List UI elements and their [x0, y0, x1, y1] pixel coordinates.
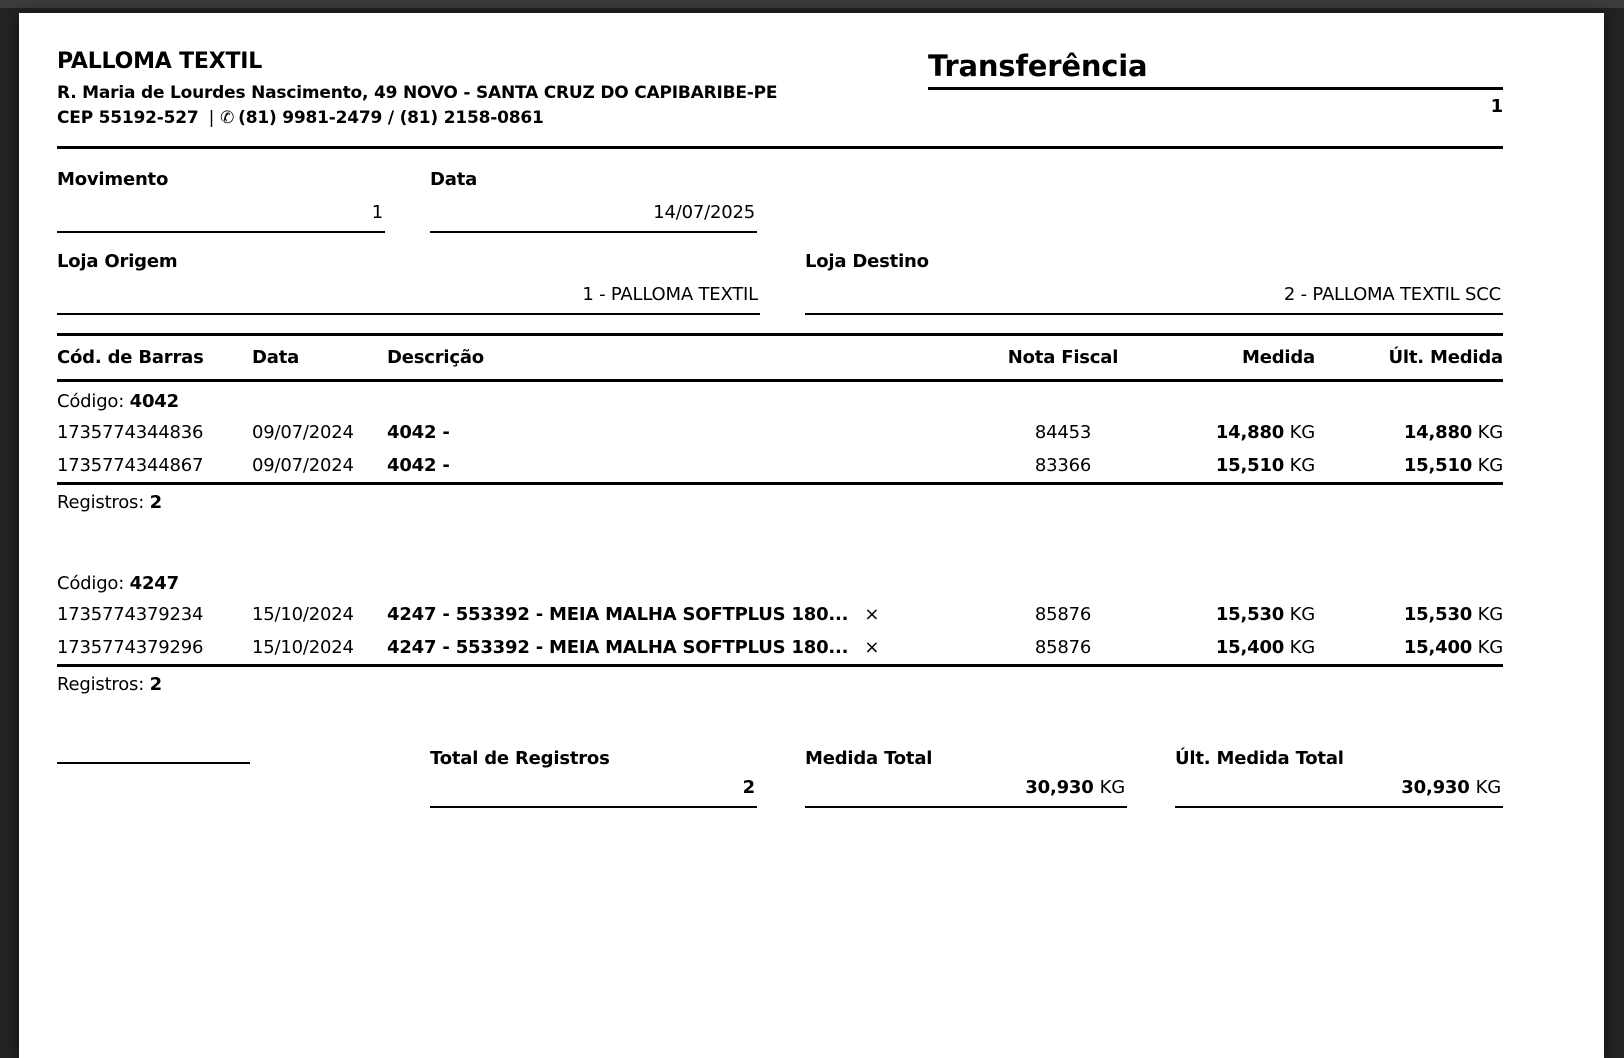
fields-row-2 [57, 251, 1503, 315]
report-page [19, 13, 1604, 1058]
medida-total-block [805, 748, 1127, 808]
loja-origem-label: Loja Origem [57, 251, 178, 273]
ult-medida-cell [1315, 604, 1503, 625]
medida-total-label: Medida Total [805, 748, 933, 770]
ult-medida-total-label: Últ. Medida Total [1175, 748, 1344, 770]
col-header-description: Descrição [387, 347, 484, 369]
registros-count: 2 [149, 492, 162, 514]
company-cep: CEP 55192-527 [57, 107, 199, 128]
page-title: Transferência [928, 49, 1503, 90]
ult-medida-value: 15,510 [1403, 455, 1473, 477]
col-header-nota-fiscal: Nota Fiscal [1007, 347, 1119, 369]
medida-value: 14,880 [1215, 422, 1285, 444]
group-code-label: Código: [57, 573, 125, 595]
group-code-line [57, 564, 1503, 598]
description-cell [387, 637, 988, 658]
company-contact [57, 106, 777, 131]
ult-medida-unit: KG [1477, 637, 1503, 659]
description-text: 4247 - 553392 - MEIA MALHA SOFTPLUS 180... [387, 604, 849, 626]
date-cell: 15/10/2024 [252, 637, 354, 659]
medida-cell [1138, 604, 1315, 625]
description-text: 4042 - [387, 422, 450, 444]
col-header-barcode: Cód. de Barras [57, 347, 204, 369]
registros-count: 2 [149, 674, 162, 696]
company-phones: (81) 9981-2479 / (81) 2158-0861 [238, 107, 544, 128]
product-group-4042 [57, 382, 1503, 522]
description-cell [387, 604, 988, 625]
ult-medida-total-number: 30,930 [1401, 777, 1470, 799]
registros-label: Registros: [57, 674, 145, 696]
medida-unit: KG [1289, 422, 1315, 444]
table-row [57, 449, 1503, 482]
ult-medida-value: 15,530 [1403, 604, 1473, 626]
nota-fiscal-cell: 84453 [1034, 422, 1092, 444]
registros-label: Registros: [57, 492, 145, 514]
nota-fiscal-cell: 83366 [1034, 455, 1092, 477]
loja-origem-field [57, 251, 760, 315]
data-field [430, 169, 757, 233]
x-marker-icon: × [864, 604, 880, 626]
group-code-value: 4042 [129, 391, 179, 413]
ult-medida-total-unit: KG [1475, 777, 1501, 799]
medida-total-number: 30,930 [1025, 777, 1094, 799]
viewer-top-strip [0, 0, 1624, 8]
data-label: Data [430, 169, 478, 191]
report-content [19, 13, 1604, 834]
contact-separator: | [208, 107, 215, 128]
barcode-cell: 1735774379234 [57, 604, 204, 626]
medida-cell [1138, 422, 1315, 443]
product-group-4247 [57, 564, 1503, 704]
movimento-label: Movimento [57, 169, 169, 191]
ult-medida-unit: KG [1477, 455, 1503, 477]
description-cell [387, 455, 988, 476]
ult-medida-cell [1315, 422, 1503, 443]
date-cell: 09/07/2024 [252, 455, 354, 477]
medida-total-unit: KG [1099, 777, 1125, 799]
header-divider [57, 146, 1503, 149]
ult-medida-unit: KG [1477, 604, 1503, 626]
movimento-field [57, 169, 385, 233]
loja-destino-value: 2 - PALLOMA TEXTIL SCC [805, 272, 1503, 315]
table-row [57, 416, 1503, 449]
col-header-medida: Medida [1241, 347, 1315, 369]
group-registros-line [57, 667, 1503, 704]
medida-unit: KG [1289, 455, 1315, 477]
company-block [57, 49, 777, 130]
page-number: 1 [1490, 96, 1503, 117]
barcode-cell: 1735774379296 [57, 637, 204, 659]
date-cell: 15/10/2024 [252, 604, 354, 626]
phone-icon: ✆ [220, 107, 235, 128]
ult-medida-cell [1315, 455, 1503, 476]
data-value: 14/07/2025 [430, 190, 757, 233]
barcode-cell: 1735774344867 [57, 455, 204, 477]
medida-unit: KG [1289, 604, 1315, 626]
description-cell [387, 422, 988, 443]
barcode-cell: 1735774344836 [57, 422, 204, 444]
group-code-value: 4247 [129, 573, 179, 595]
loja-destino-field [805, 251, 1503, 315]
total-registros-block [430, 748, 757, 808]
company-name: PALLOMA TEXTIL [57, 49, 263, 74]
ult-medida-value: 15,400 [1403, 637, 1473, 659]
title-block [928, 49, 1503, 117]
ult-medida-unit: KG [1477, 422, 1503, 444]
medida-unit: KG [1289, 637, 1315, 659]
medida-total-value [805, 769, 1127, 808]
group-rows [57, 416, 1503, 485]
loja-origem-value: 1 - PALLOMA TEXTIL [57, 272, 760, 315]
table-row [57, 598, 1503, 631]
date-cell: 09/07/2024 [252, 422, 354, 444]
totals-section [57, 748, 1503, 834]
x-marker-icon: × [864, 637, 880, 659]
transfer-table [57, 333, 1503, 704]
group-registros-line [57, 485, 1503, 522]
movimento-value: 1 [57, 190, 385, 233]
medida-value: 15,400 [1215, 637, 1285, 659]
medida-cell [1138, 637, 1315, 658]
total-registros-value: 2 [430, 769, 757, 808]
medida-value: 15,510 [1215, 455, 1285, 477]
group-code-line [57, 382, 1503, 416]
medida-value: 15,530 [1215, 604, 1285, 626]
description-text: 4247 - 553392 - MEIA MALHA SOFTPLUS 180... [387, 637, 849, 659]
nota-fiscal-cell: 85876 [1034, 637, 1092, 659]
company-address: R. Maria de Lourdes Nascimento, 49 NOVO - SANTA CRUZ DO CAPIBARIBE-PE [57, 83, 778, 103]
group-rows [57, 598, 1503, 667]
table-row [57, 631, 1503, 664]
ult-medida-total-value [1175, 769, 1503, 808]
description-text: 4042 - [387, 455, 450, 477]
fields-row-1 [57, 169, 1503, 233]
col-header-ult-medida: Últ. Medida [1388, 347, 1503, 369]
medida-cell [1138, 455, 1315, 476]
table-header-row [57, 336, 1503, 382]
group-code-label: Código: [57, 391, 125, 413]
col-header-date: Data [252, 347, 300, 369]
loja-destino-label: Loja Destino [805, 251, 929, 273]
ult-medida-total-block [1175, 748, 1503, 808]
report-header [57, 49, 1503, 130]
nota-fiscal-cell: 85876 [1034, 604, 1092, 626]
ult-medida-cell [1315, 637, 1503, 658]
total-registros-label: Total de Registros [430, 748, 610, 770]
ult-medida-value: 14,880 [1403, 422, 1473, 444]
signature-line [57, 762, 250, 764]
